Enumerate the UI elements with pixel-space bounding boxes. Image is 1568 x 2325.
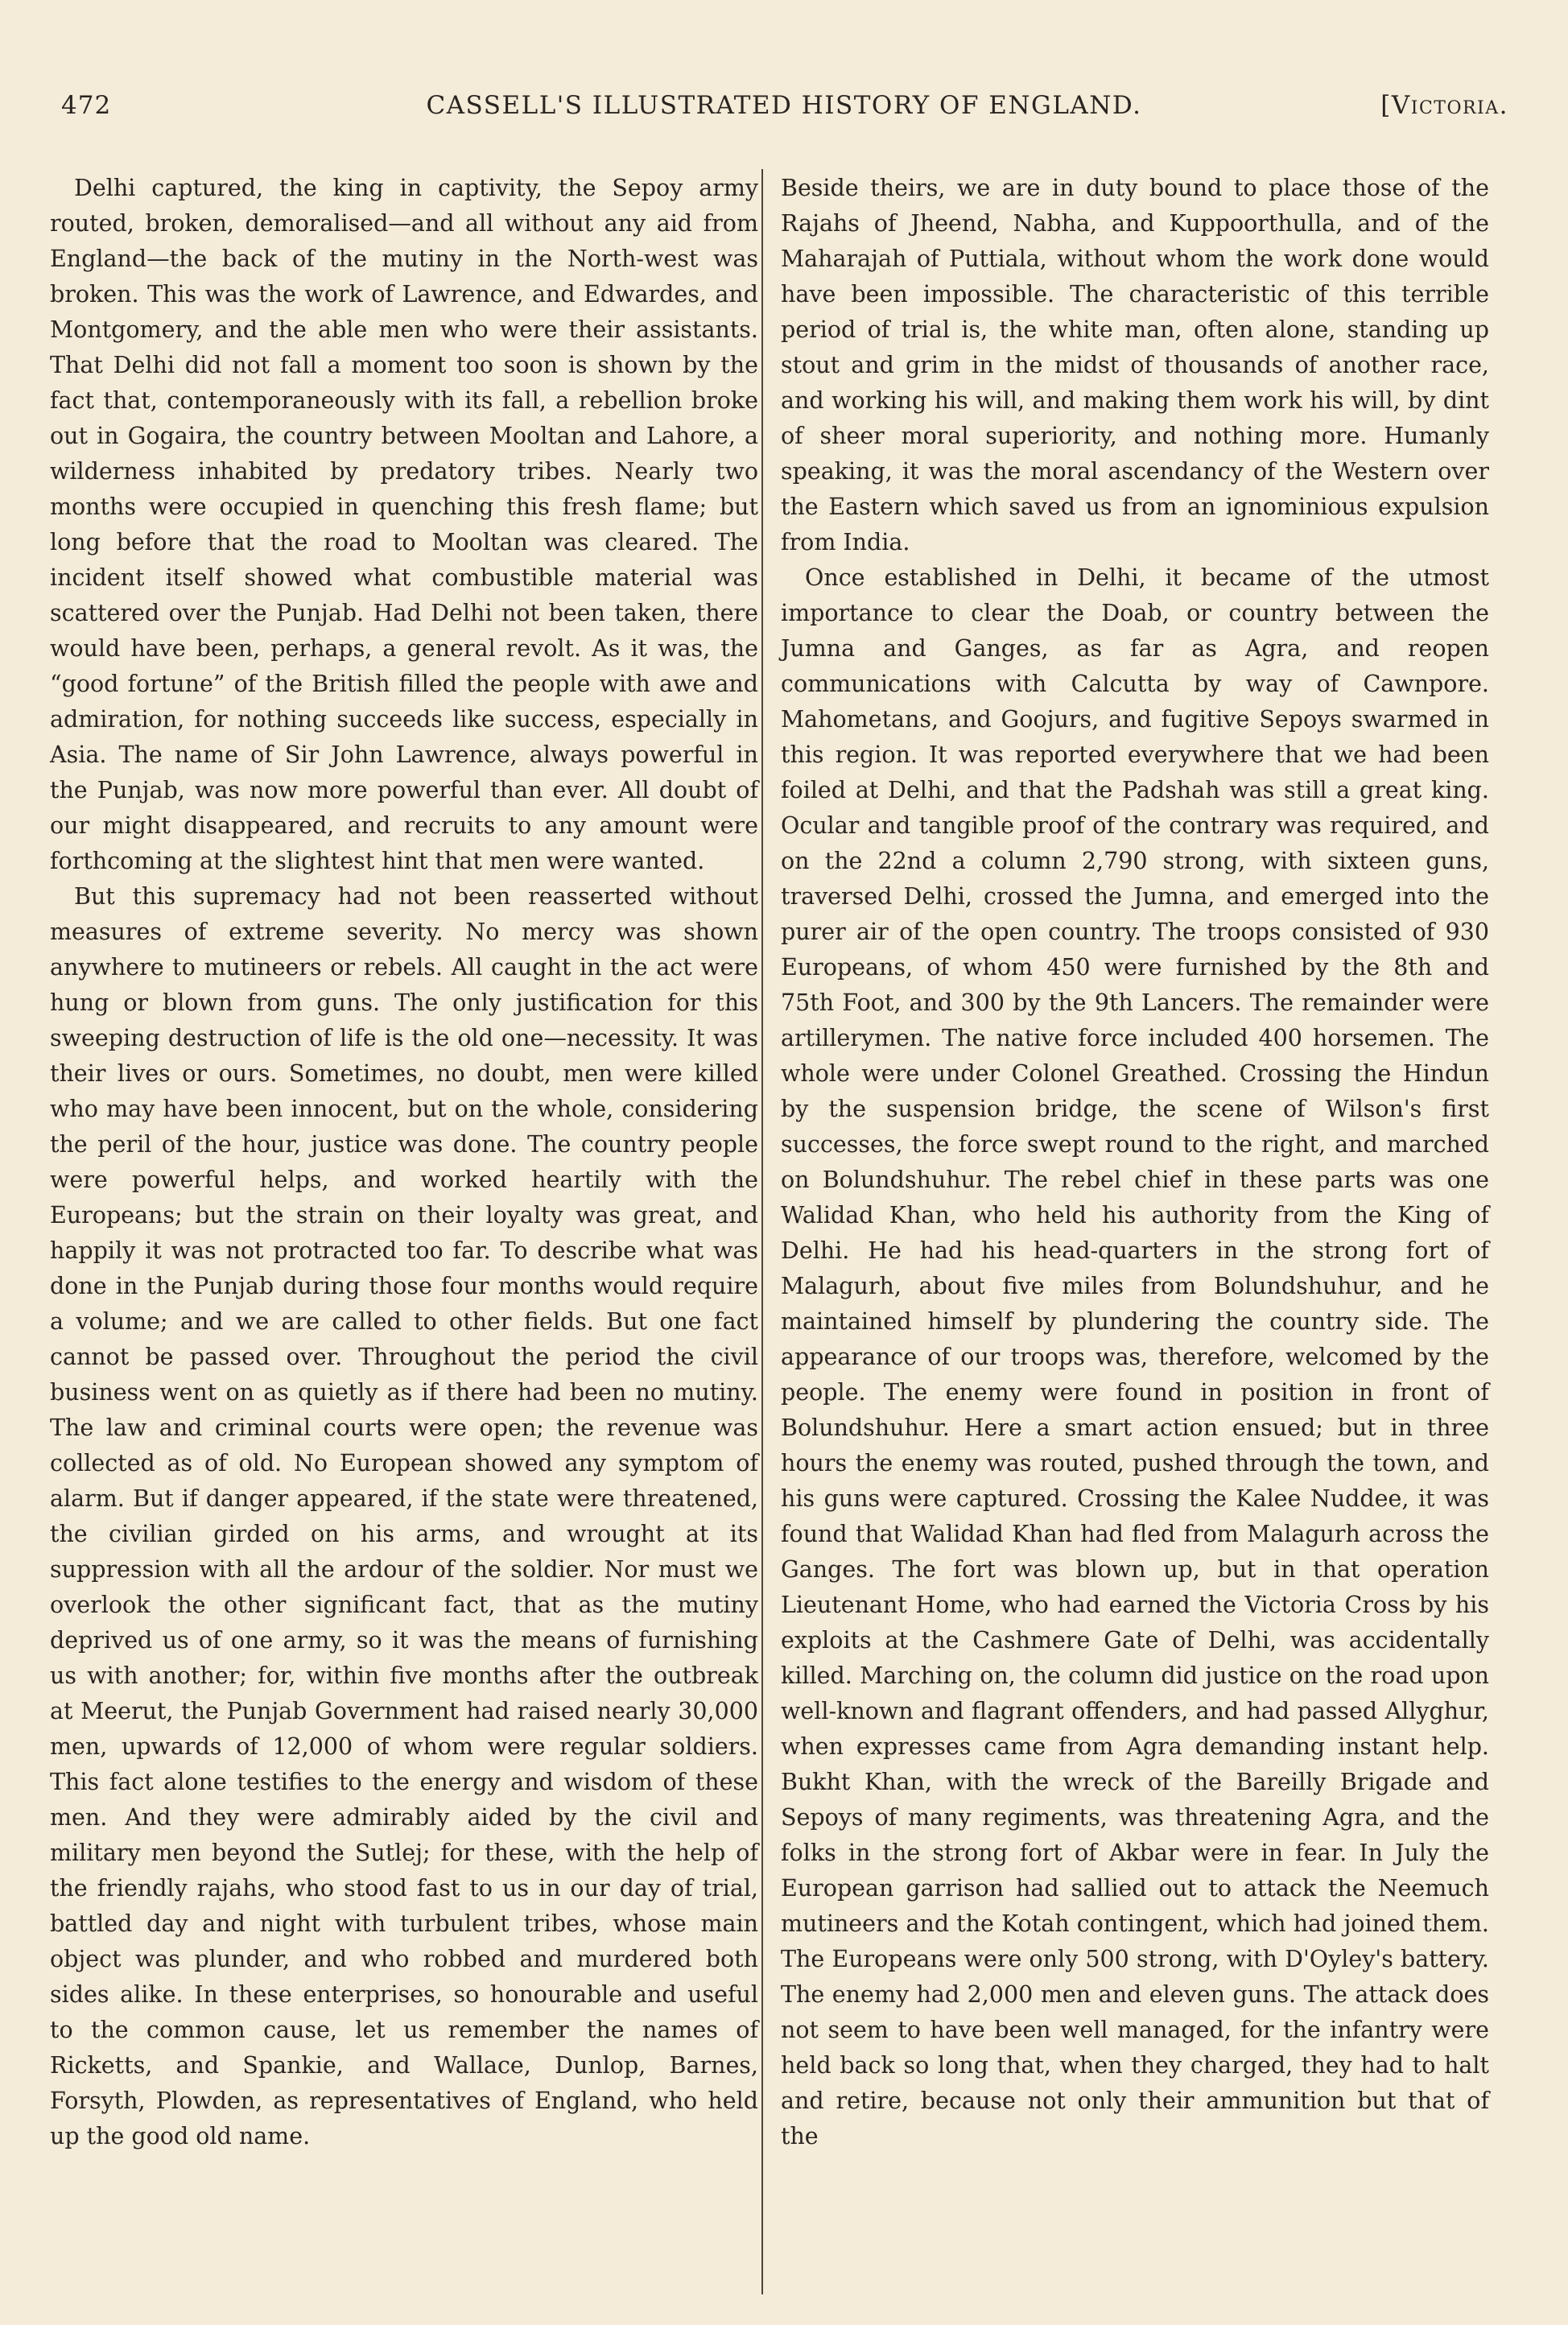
- page-number: 472: [61, 91, 112, 120]
- paragraph: Beside theirs, we are in duty bound to place those of the Rajahs of Jheend, Nabha, and Kuppoorthulla, and of the Maharajah of Puttiala, without whom the work done would have been impossible. The characteristic of this terrible period of trial is, the white man, often alone, standing up stout and grim in the midst of thousands of another race, and working his will, and making them work his will, by dint of sheer moral superiority, and nothing more. Humanly speaking, it was the moral ascendancy of the Western over the Eastern which saved us from an ignominious expulsion from India.: [781, 175, 1489, 555]
- running-header: [56, 85, 1512, 133]
- running-title: CASSELL'S ILLUSTRATED HISTORY OF ENGLAND.: [426, 91, 1142, 120]
- section-label: [Victoria.: [1380, 91, 1508, 120]
- right-column: [781, 171, 1489, 2154]
- column-divider: [761, 169, 763, 2294]
- paragraph: Delhi captured, the king in captivity, the Sepoy army routed, broken, demoralised—and all without any aid from England—the back of the mutiny in the North-west was broken. This was the work of Lawrence, and Edwardes, and Montgomery, and the able men who were their assistants. That Delhi did not fall a moment too soon is shown by the fact that, contemporaneously with its fall, a rebellion broke out in Gogaira, the country between Mooltan and Lahore, a wilderness inhabited by predatory tribes. Nearly two months were occupied in quenching this fresh flame; but long before that the road to Mooltan was cleared. The incident itself showed what combustible material was scattered over the Punjab. Had Delhi not been taken, there would have been, perhaps, a general revolt. As it was, the “good fortune” of the British filled the people with awe and admiration, for nothing succeeds like success, especially in Asia. The name of Sir John Lawrence, always powerful in the Punjab, was now more powerful than ever. All doubt of our might disappeared, and recruits to any amount were forthcoming at the slightest hint that men were wanted.: [50, 175, 758, 874]
- paragraph: But this supremacy had not been reasserted without measures of extreme severity. No mercy was shown anywhere to mutineers or rebels. All caught in the act were hung or blown from guns. The only justification for this sweeping destruction of life is the old one—necessity. It was their lives or ours. Sometimes, no doubt, men were killed who may have been innocent, but on the whole, considering the peril of the hour, justice was done. The country people were powerful helps, and worked heartily with the Europeans; but the strain on their loyalty was great, and happily it was not protracted too far. To describe what was done in the Punjab during those four months would require a volume; and we are called to other fields. But one fact cannot be passed over. Throughout the period the civil business went on as quietly as if there had been no mutiny. The law and criminal courts were open; the revenue was collected as of old. No European showed any symptom of alarm. But if danger appeared, if the state were threatened, the civilian girded on his arms, and wrought at its suppression with all the ardour of the soldier. Nor must we overlook the other significant fact, that as the mutiny deprived us of one army, so it was the means of furnishing us with another; for, within five months after the outbreak at Meerut, the Punjab Government had raised nearly 30,000 men, upwards of 12,000 of whom were regular soldiers. This fact alone testifies to the energy and wisdom of these men. And they were admirably aided by the civil and military men beyond the Sutlej; for these, with the help of the friendly rajahs, who stood fast to us in our day of trial, battled day and night with turbulent tribes, whose main object was plunder, and who robbed and murdered both sides alike. In these enterprises, so honourable and useful to the common cause, let us remember the names of Ricketts, and Spankie, and Wallace, Dunlop, Barnes, Forsyth, Plowden, as representatives of England, who held up the good old name.: [50, 883, 758, 2149]
- paragraph: Once established in Delhi, it became of the utmost importance to clear the Doab, or country between the Jumna and Ganges, as far as Agra, and reopen communications with Calcutta by way of Cawnpore. Mahometans, and Goojurs, and fugitive Sepoys swarmed in this region. It was reported everywhere that we had been foiled at Delhi, and that the Padshah was still a great king. Ocular and tangible proof of the contrary was required, and on the 22nd a column 2,790 strong, with sixteen guns, traversed Delhi, crossed the Jumna, and emerged into the purer air of the open country. The troops consisted of 930 Europeans, of whom 450 were furnished by the 8th and 75th Foot, and 300 by the 9th Lancers. The remainder were artillerymen. The native force included 400 horsemen. The whole were under Colonel Greathed. Crossing the Hindun by the suspension bridge, the scene of Wilson's first successes, the force swept round to the right, and marched on Bolundshuhur. The rebel chief in these parts was one Walidad Khan, who held his authority from the King of Delhi. He had his head-quarters in the strong fort of Malagurh, about five miles from Bolundshuhur, and he maintained himself by plundering the country side. The appearance of our troops was, therefore, welcomed by the people. The enemy were found in position in front of Bolundshuhur. Here a smart action ensued; but in three hours the enemy was routed, pushed through the town, and his guns were captured. Crossing the Kalee Nuddee, it was found that Walidad Khan had fled from Malagurh across the Ganges. The fort was blown up, but in that operation Lieutenant Home, who had earned the Victoria Cross by his exploits at the Cashmere Gate of Delhi, was accidentally killed. Marching on, the column did justice on the road upon well-known and flagrant offenders, and had passed Allyghur, when expresses came from Agra demanding instant help. Bukht Khan, with the wreck of the Bareilly Brigade and Sepoys of many regiments, was threatening Agra, and the folks in the strong fort of Akbar were in fear. In July the European garrison had sallied out to attack the Neemuch mutineers and the Kotah contingent, which had joined them. The Europeans were only 500 strong, with D'Oyley's battery. The enemy had 2,000 men and eleven guns. The attack does not seem to have been well managed, for the infantry were held back so long that, when they charged, they had to halt and retire, because not only their ammunition but that of the: [781, 564, 1489, 2149]
- left-column: [50, 171, 758, 2154]
